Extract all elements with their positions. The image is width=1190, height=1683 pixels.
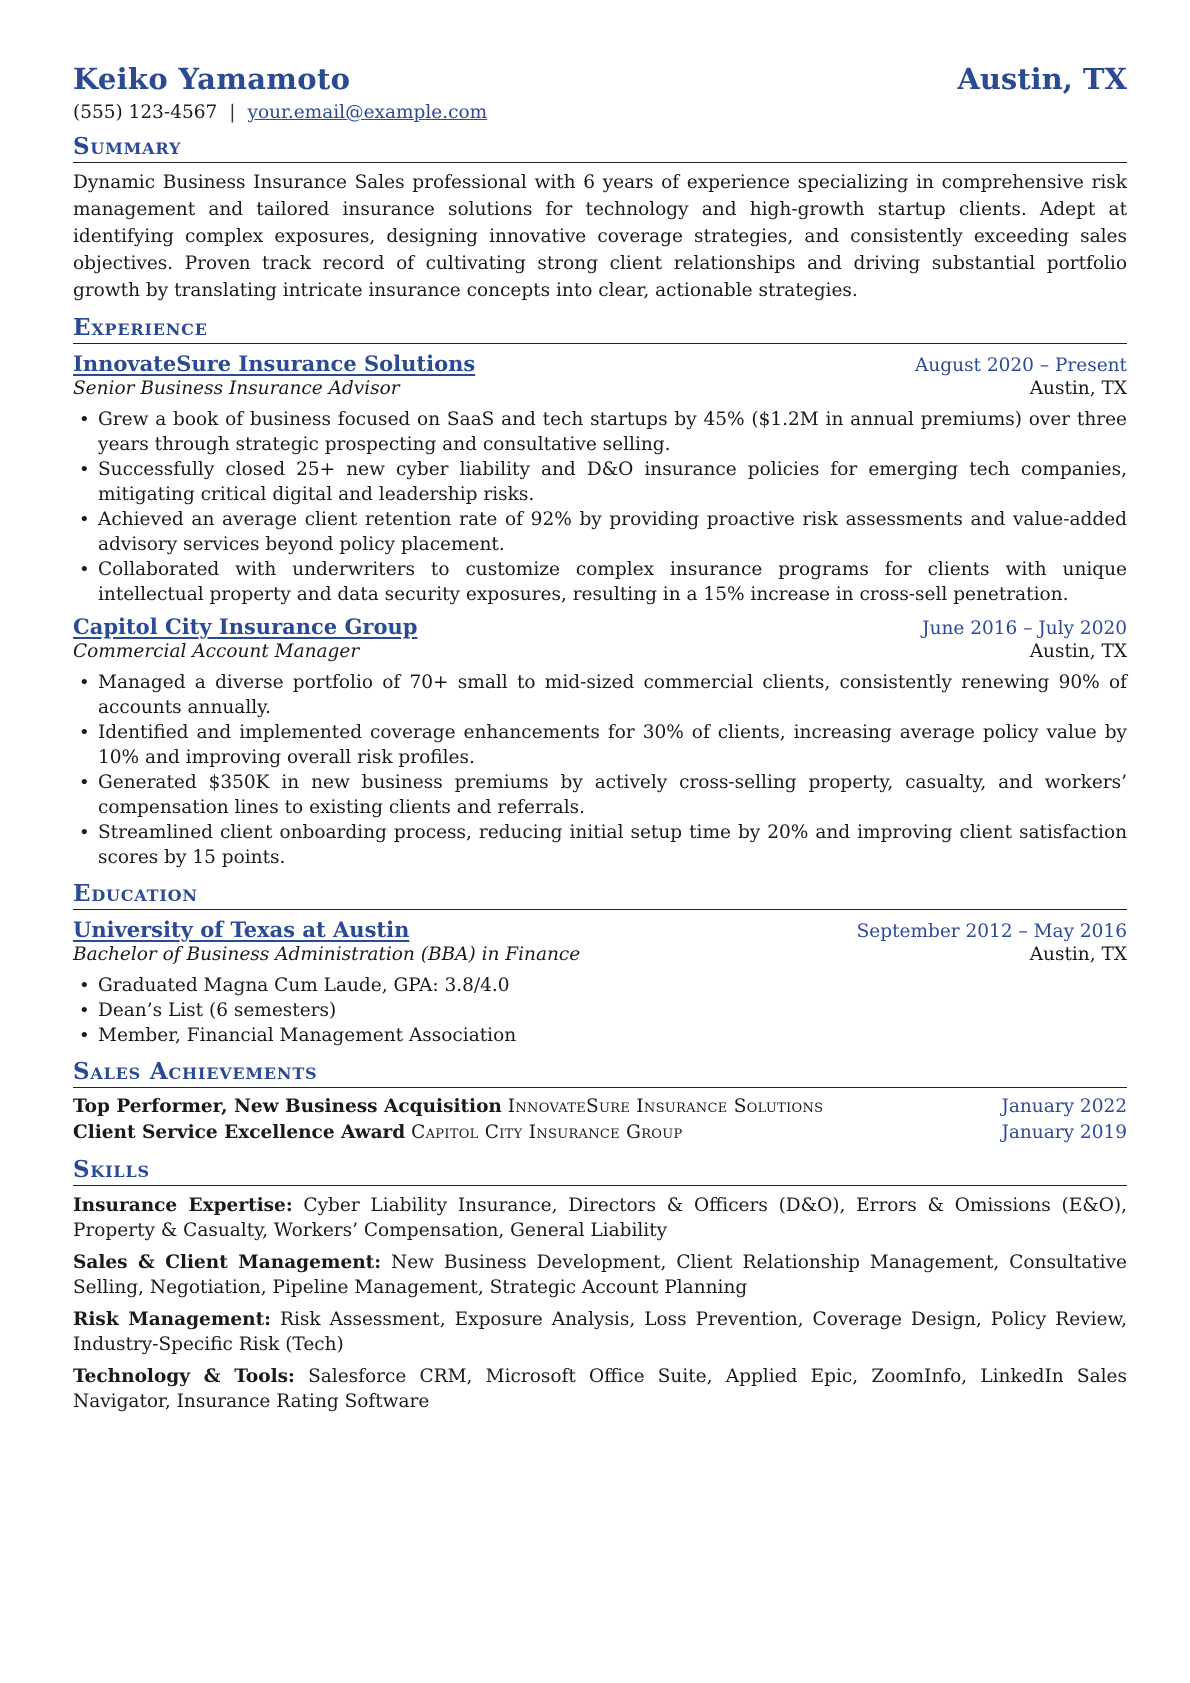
email-link[interactable]: your.email@example.com [247, 102, 488, 123]
job-dates: August 2020 – Present [915, 355, 1127, 376]
bullet-item: • Managed a diverse portfolio of 70+ small to mid-sized commercial clients, consistently renewing 90% of accounts annually. [73, 670, 1127, 720]
bullet-item: • Graduated Magna Cum Laude, GPA: 3.8/4.0 [73, 973, 1127, 998]
job-bullets [73, 407, 1127, 607]
bullet-item: • Grew a book of business focused on SaaS and tech startups by 45% ($1.2M in annual premiums) over three years through strategic prospecting and consultative selling. [73, 407, 1127, 457]
resume-header [73, 62, 1127, 96]
section-title-experience: Experience [73, 314, 1127, 344]
candidate-location: Austin, TX [957, 62, 1127, 96]
award-title: Top Performer, New Business Acquisition [73, 1096, 502, 1117]
section-title-achievements: Sales Achievements [73, 1058, 1127, 1088]
award-org: Capitol City Insurance Group [411, 1122, 683, 1143]
achievement-row [73, 1120, 1127, 1146]
skill-group [73, 1250, 1127, 1300]
bullet-item: • Streamlined client onboarding process, reducing initial setup time by 20% and improving client satisfaction scores by 15 points. [73, 820, 1127, 870]
job-location: Austin, TX [1029, 641, 1127, 662]
education-dates: September 2012 – May 2016 [856, 921, 1127, 942]
section-title-summary: Summary [73, 133, 1127, 163]
section-title-skills: Skills [73, 1156, 1127, 1186]
job-bullets [73, 670, 1127, 870]
job-dates: June 2016 – July 2020 [922, 618, 1127, 639]
job-entry [73, 351, 1127, 607]
award-date: January 2022 [1001, 1096, 1127, 1117]
contact-line [73, 102, 1127, 123]
company-link[interactable]: InnovateSure Insurance Solutions [73, 351, 476, 376]
skill-list: Cyber Liability Insurance, Directors & Officers (D&O), Errors & Omissions (E&O), Property & Casualty, Workers’ Compensation, General Liability [73, 1195, 1127, 1241]
summary-text: Dynamic Business Insurance Sales professional with 6 years of experience specializing in comprehensive risk management and tailored insurance solutions for technology and high-growth startup clients. Adept at identifying complex exposures, designing innovative coverage strategies, and consistently exceeding sales objectives. Proven track record of cultivating strong client relationships and driving substantial portfolio growth by translating intricate insurance concepts into clear, actionable strategies. [73, 172, 1127, 301]
company-link[interactable]: Capitol City Insurance Group [73, 614, 418, 639]
bullet-item: • Member, Financial Management Association [73, 1023, 1127, 1048]
bullet-item: • Generated $350K in new business premiums by actively cross-selling property, casualty, and workers’ compensation lines to existing clients and referrals. [73, 770, 1127, 820]
job-role: Senior Business Insurance Advisor [73, 378, 400, 399]
skill-group [73, 1193, 1127, 1243]
bullet-item: • Achieved an average client retention rate of 92% by providing proactive risk assessments and value-added advisory services beyond policy placement. [73, 507, 1127, 557]
job-role: Commercial Account Manager [73, 641, 360, 662]
education-section [73, 880, 1127, 1048]
school-link[interactable]: University of Texas at Austin [73, 917, 410, 942]
contact-separator: | [229, 102, 236, 123]
job-location: Austin, TX [1029, 378, 1127, 399]
summary-section [73, 133, 1127, 304]
skill-group [73, 1307, 1127, 1357]
award-org: InnovateSure Insurance Solutions [507, 1096, 824, 1117]
candidate-name: Keiko Yamamoto [73, 62, 351, 96]
achievement-row [73, 1094, 1127, 1120]
skill-group [73, 1364, 1127, 1414]
education-location: Austin, TX [1029, 944, 1127, 965]
skill-label: Insurance Expertise: [73, 1195, 293, 1216]
degree: Bachelor of Business Administration (BBA) in Finance [73, 944, 581, 965]
achievements-section [73, 1058, 1127, 1146]
skill-list: New Business Development, Client Relationship Management, Consultative Selling, Negotiation, Pipeline Management, Strategic Account Planning [73, 1252, 1127, 1298]
section-title-education: Education [73, 880, 1127, 910]
bullet-item: • Dean’s List (6 semesters) [73, 998, 1127, 1023]
bullet-item: • Identified and implemented coverage enhancements for 30% of clients, increasing average policy value by 10% and improving overall risk profiles. [73, 720, 1127, 770]
skills-section [73, 1156, 1127, 1414]
phone-number: (555) 123-4567 [73, 102, 218, 123]
bullet-item: • Collaborated with underwriters to customize complex insurance programs for clients with unique intellectual property and data security exposures, resulting in a 15% increase in cross-sell penetration. [73, 557, 1127, 607]
award-title: Client Service Excellence Award [73, 1122, 406, 1143]
award-date: January 2019 [1001, 1122, 1127, 1143]
resume-page [73, 62, 1127, 1414]
experience-section [73, 314, 1127, 870]
skill-list: Risk Assessment, Exposure Analysis, Loss Prevention, Coverage Design, Policy Review, Industry-Specific Risk (Tech) [73, 1309, 1127, 1355]
skill-label: Risk Management: [73, 1309, 271, 1330]
education-bullets [73, 973, 1127, 1048]
skill-list: Salesforce CRM, Microsoft Office Suite, Applied Epic, ZoomInfo, LinkedIn Sales Navigator, Insurance Rating Software [73, 1366, 1127, 1412]
bullet-item: • Successfully closed 25+ new cyber liability and D&O insurance policies for emerging tech companies, mitigating critical digital and leadership risks. [73, 457, 1127, 507]
skill-label: Sales & Client Management: [73, 1252, 382, 1273]
job-entry [73, 614, 1127, 870]
skill-label: Technology & Tools: [73, 1366, 295, 1387]
